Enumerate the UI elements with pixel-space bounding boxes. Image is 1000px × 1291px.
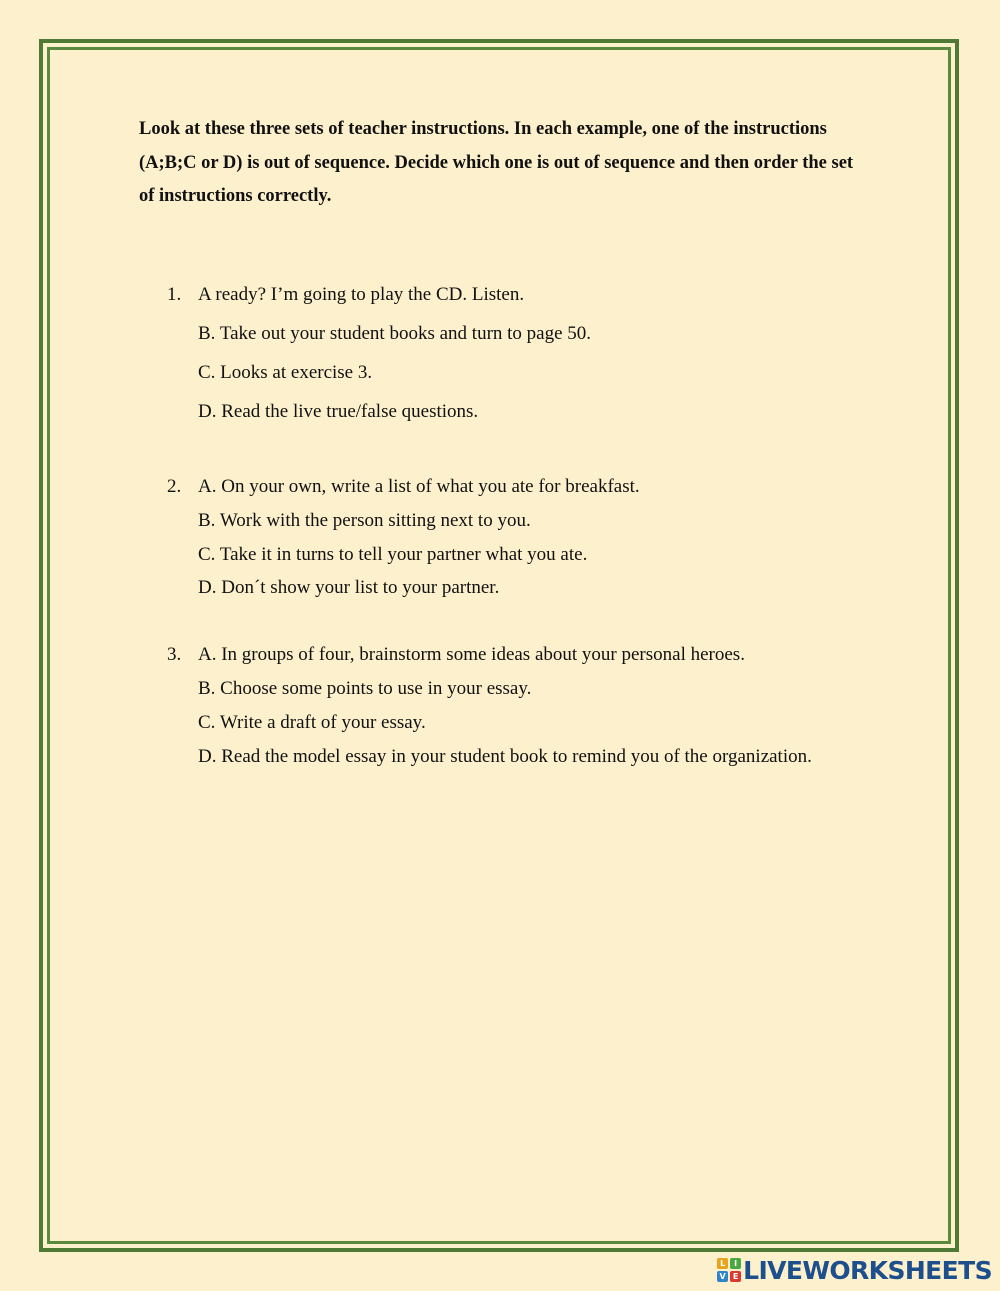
list-item [167, 571, 640, 605]
instruction-text: D. Read the live true/false questions. [198, 401, 479, 422]
list-item [167, 314, 591, 353]
set-number: 2. [167, 476, 182, 497]
list-item [167, 638, 812, 672]
logo-mark-v: V [717, 1271, 728, 1282]
instruction-text: D. Don´t show your list to your partner. [198, 577, 500, 599]
set-number: 3. [167, 644, 182, 665]
instruction-text: B. Take out your student books and turn to page 50. [198, 323, 592, 344]
list-item [167, 392, 591, 431]
instruction-set-1 [167, 275, 591, 431]
list-item [167, 672, 812, 706]
logo-mark-e: E [730, 1271, 741, 1282]
liveworksheets-logo[interactable] [717, 1255, 992, 1285]
instruction-text: A ready? I’m going to play the CD. Listen. [198, 284, 525, 305]
logo-text: LIVEWORKSHEETS [743, 1255, 992, 1285]
instruction-text: C. Take it in turns to tell your partner what you ate. [198, 543, 588, 565]
list-item [167, 504, 640, 538]
task-instructions: Look at these three sets of teacher instructions. In each example, one of the instructions (A;B;C or D) is out of sequence. Decide which one is out of sequence and then order the set of instructions correctly. [139, 119, 854, 206]
list-item [167, 706, 812, 740]
instruction-text: C. Looks at exercise 3. [198, 362, 373, 383]
list-item [167, 740, 812, 774]
set-number: 1. [167, 284, 182, 305]
instruction-text: A. In groups of four, brainstorm some ideas about your personal heroes. [198, 644, 745, 665]
instruction-text: D. Read the model essay in your student book to remind you of the organization. [198, 746, 812, 767]
instruction-text: B. Work with the person sitting next to you. [198, 509, 531, 531]
list-item [167, 353, 591, 392]
list-item [167, 470, 640, 504]
liveworksheets-logo-icon [717, 1258, 741, 1282]
instruction-set-3 [167, 638, 812, 774]
instruction-text: C. Write a draft of your essay. [198, 712, 426, 733]
logo-mark-i: I [730, 1258, 741, 1269]
logo-mark-l: L [717, 1258, 728, 1269]
list-item [167, 538, 640, 572]
instruction-text: B. Choose some points to use in your essay. [198, 678, 532, 699]
instruction-set-2 [167, 470, 640, 605]
instruction-text: A. On your own, write a list of what you ate for breakfast. [198, 476, 640, 497]
list-item [167, 275, 591, 314]
